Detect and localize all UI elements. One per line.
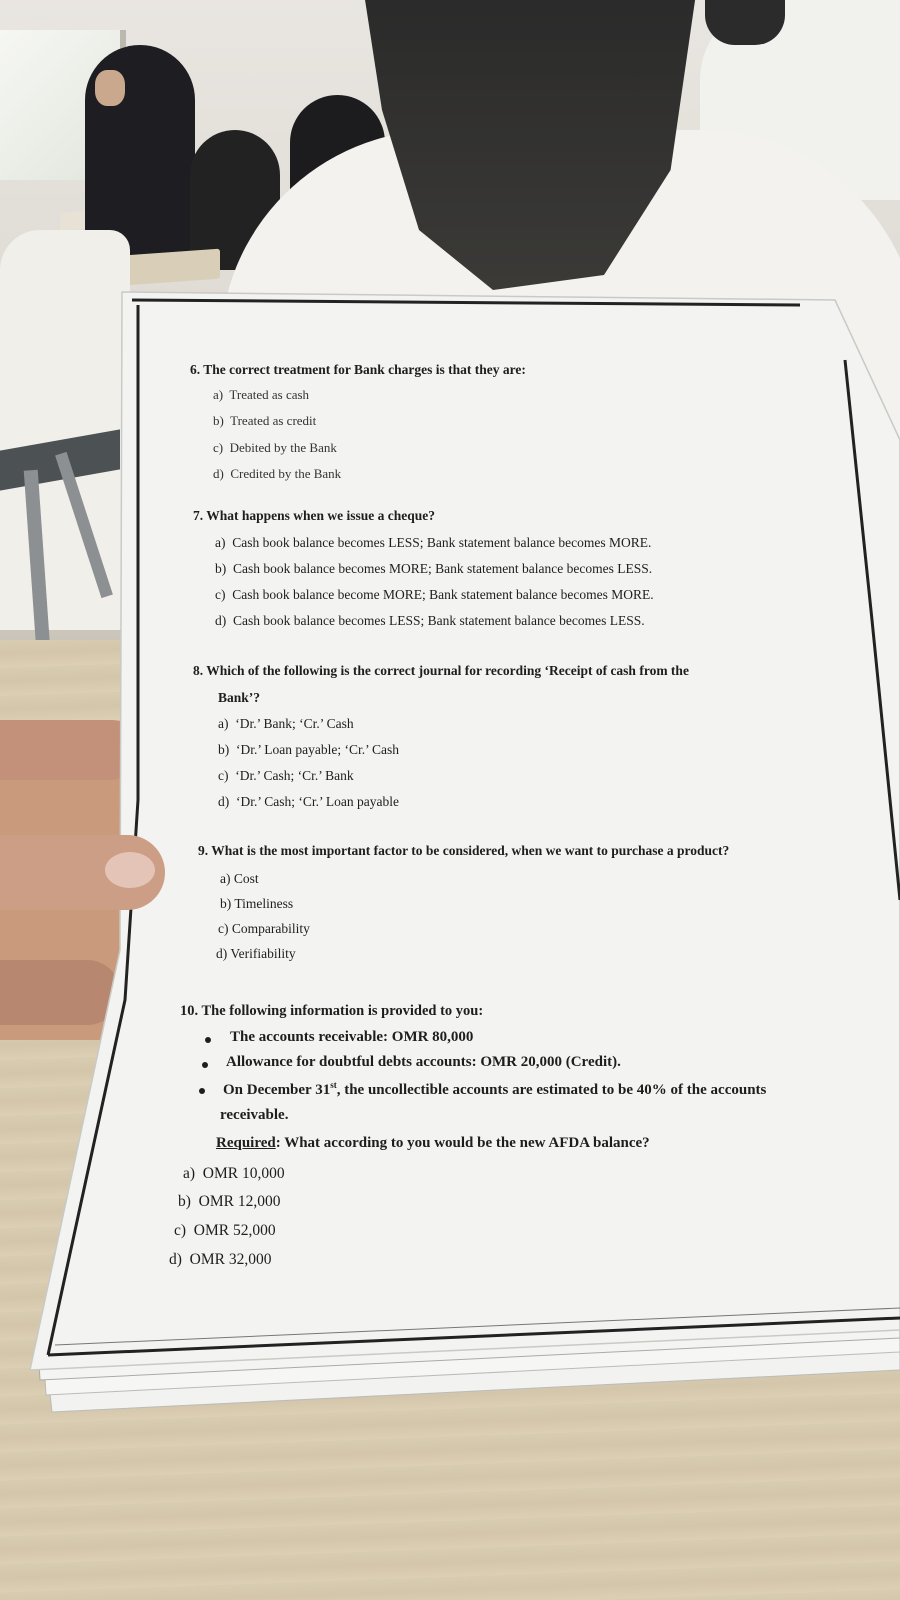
option-10c: c) OMR 52,000 (174, 1222, 276, 1239)
question-9 (198, 843, 729, 859)
option-7d: d) Cash book balance becomes LESS; Bank statement balance becomes LESS. (215, 613, 645, 628)
question-number: 9. (198, 843, 209, 858)
option-8b: b) ‘Dr.’ Loan payable; ‘Cr.’ Cash (218, 742, 399, 757)
bullet-december-cont: receivable. (220, 1107, 289, 1123)
thumbnail (105, 852, 155, 888)
bullet-icon (199, 1088, 205, 1094)
option-7b: b) Cash book balance becomes MORE; Bank statement balance becomes LESS. (215, 561, 653, 576)
question-8-line2: Bank’? (218, 690, 261, 705)
option-8c: c) ‘Dr.’ Cash; ‘Cr.’ Bank (218, 768, 354, 783)
question-number: 6. (190, 362, 201, 377)
option-9a: a) Cost (220, 871, 259, 886)
option-8d: d) ‘Dr.’ Cash; ‘Cr.’ Loan payable (218, 794, 399, 809)
option-9c: c) Comparability (218, 921, 310, 936)
required-line: Required: What according to you would be the new AFDA balance? (216, 1135, 650, 1151)
bullet-icon (202, 1062, 208, 1068)
question-text: What is the most important factor to be considered, when we want to purchase a product? (211, 843, 730, 858)
question-number: 10. (180, 1003, 199, 1019)
option-6a: a) Treated as cash (213, 387, 310, 402)
option-10a: a) OMR 10,000 (183, 1165, 285, 1182)
bullet-accounts-receivable: The accounts receivable: OMR 80,000 (230, 1029, 474, 1045)
option-10d: d) OMR 32,000 (169, 1251, 272, 1268)
question-number: 7. (193, 508, 204, 523)
option-8a: a) ‘Dr.’ Bank; ‘Cr.’ Cash (218, 716, 354, 731)
question-8 (193, 663, 689, 679)
question-text: The following information is provided to you: (201, 1003, 484, 1019)
question-text: Which of the following is the correct journal for recording ‘Receipt of cash from the (206, 663, 689, 678)
bullet-allowance: Allowance for doubtful debts accounts: OMR 20,000 (Credit). (226, 1054, 621, 1070)
option-9d: d) Verifiability (216, 946, 296, 961)
required-label: Required (216, 1135, 276, 1151)
option-10b: b) OMR 12,000 (178, 1193, 281, 1210)
option-6d: d) Credited by the Bank (213, 466, 342, 481)
question-number: 8. (193, 663, 204, 678)
question-6 (190, 362, 526, 378)
bullet-december: On December 31st, the uncollectible accounts are estimated to be 40% of the accounts (223, 1080, 767, 1098)
option-7a: a) Cash book balance becomes LESS; Bank statement balance becomes MORE. (215, 535, 652, 550)
option-9b: b) Timeliness (220, 896, 294, 911)
bullet-icon (205, 1037, 211, 1043)
question-text: The correct treatment for Bank charges is that they are: (203, 362, 526, 377)
question-7 (193, 508, 435, 524)
option-7c: c) Cash book balance become MORE; Bank statement balance becomes MORE. (215, 587, 654, 602)
question-10 (180, 1003, 483, 1020)
question-text: What happens when we issue a cheque? (206, 508, 436, 523)
option-6c: c) Debited by the Bank (213, 440, 337, 455)
option-6b: b) Treated as credit (213, 413, 317, 428)
